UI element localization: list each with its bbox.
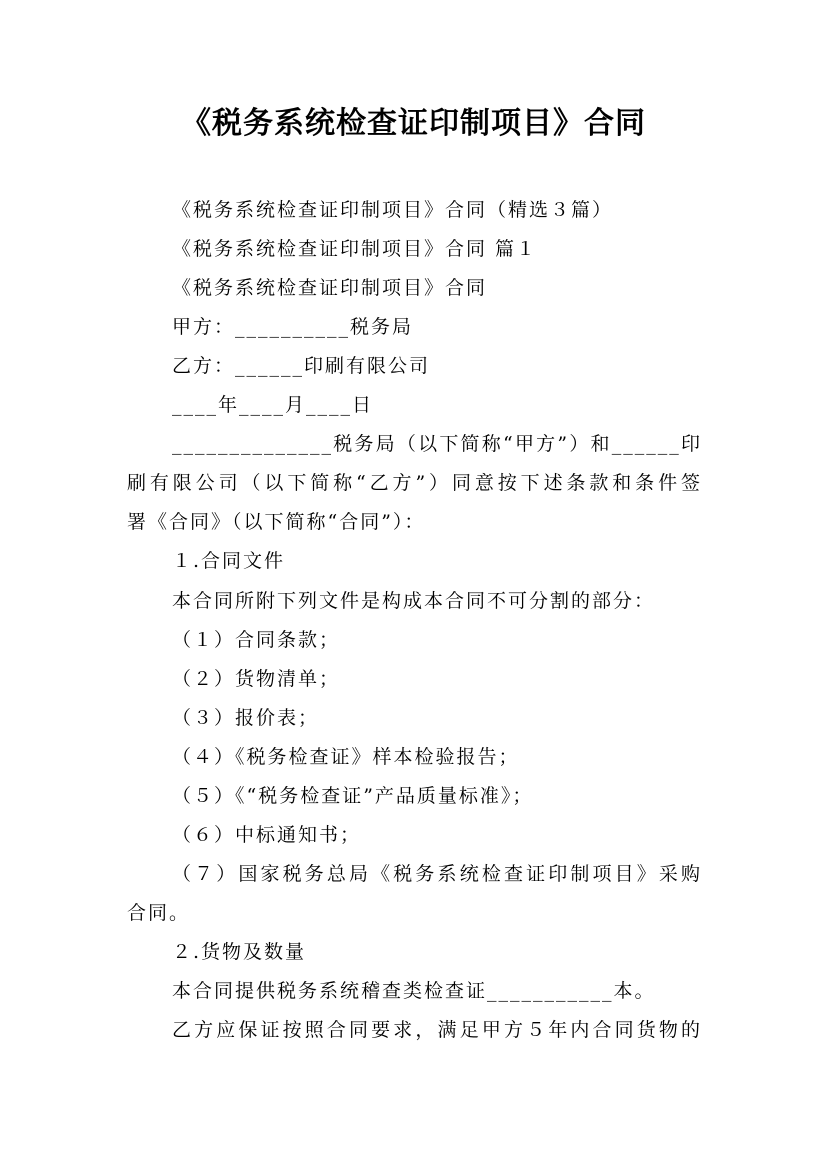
clause-2-heading: ２.货物及数量 [172, 941, 307, 963]
clause-1-item: （３）报价表； [172, 707, 320, 729]
clause-1-item-7-continued: 合同。 [127, 902, 191, 924]
preamble-line-2: 刷有限公司（以下简称“乙方”）同意按下述条款和条件签 [127, 472, 702, 494]
clause-2-body-2: 乙方应保证按照合同要求，满足甲方５年内合同货物的 [172, 1019, 702, 1041]
contract-date: ____年____月____日 [172, 394, 374, 416]
document-title: 《税务系统检查证印制项目》合同 [181, 106, 646, 141]
clause-1-heading: １.合同文件 [172, 550, 286, 572]
clause-1-item: （４）《税务检查证》样本检验报告； [172, 746, 520, 768]
preamble-line-1: ______________税务局（以下简称“甲方”）和______印 [172, 433, 702, 455]
section-heading: 《税务系统检查证印制项目》合同 篇１ [172, 238, 538, 260]
contract-name: 《税务系统检查证印制项目》合同 [172, 277, 488, 299]
clause-1-item: （２）货物清单； [172, 668, 341, 690]
party-b: 乙方：______印刷有限公司 [172, 355, 431, 377]
clause-1-item: （７）国家税务总局《税务系统检查证印制项目》采购 [172, 863, 702, 885]
clause-2-body-1: 本合同提供税务系统稽查类检查证___________本。 [172, 980, 656, 1002]
clause-1-item: （１）合同条款； [172, 629, 341, 651]
clause-1-body: 本合同所附下列文件是构成本合同不可分割的部分： [172, 590, 656, 612]
preamble-line-3: 署《合同》（以下简称“合同”）： [127, 511, 426, 533]
intro-line: 《税务系统检查证印制项目》合同（精选３篇） [172, 199, 614, 221]
clause-1-item: （６）中标通知书； [172, 824, 362, 846]
party-a: 甲方：__________税务局 [172, 316, 414, 338]
clause-1-item: （５）《“税务检查证”产品质量标准》； [172, 785, 534, 807]
